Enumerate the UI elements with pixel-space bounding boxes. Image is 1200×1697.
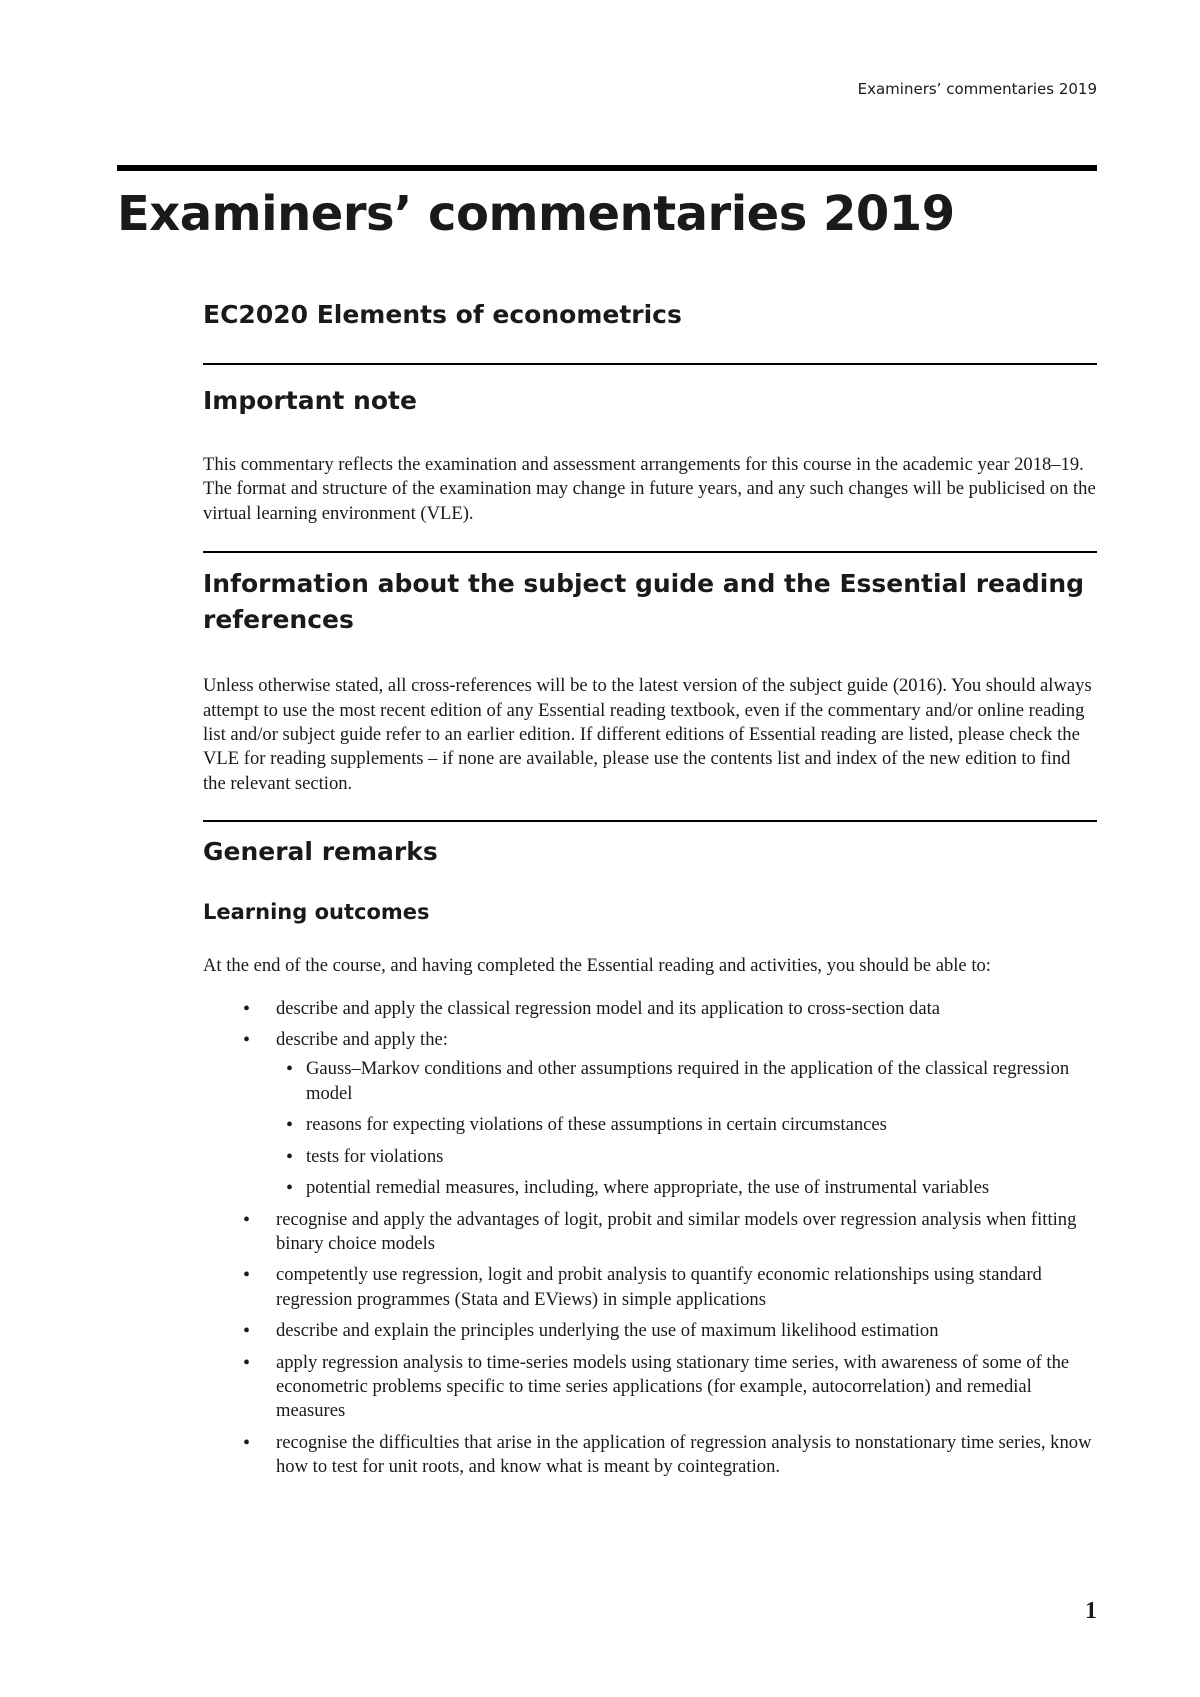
title-rule bbox=[117, 165, 1097, 171]
course-title: EC2020 Elements of econometrics bbox=[203, 300, 682, 329]
learning-outcomes-heading: Learning outcomes bbox=[203, 900, 430, 925]
list-item: • describe and apply the classical regression model and its application to cross-section data bbox=[276, 997, 1097, 1021]
sub-list-item: • Gauss–Markov conditions and other assumptions required in the application of the classical regression model bbox=[306, 1057, 1097, 1106]
page-number: 1 bbox=[1085, 1598, 1097, 1624]
list-item: • competently use regression, logit and probit analysis to quantify economic relationships using standard regression programmes (Stata and EViews) in simple applications bbox=[276, 1263, 1097, 1312]
document-body bbox=[203, 300, 1097, 1487]
section-divider bbox=[203, 363, 1097, 365]
sub-outcomes-list bbox=[276, 1057, 1097, 1200]
document-title: Examiners’ commentaries 2019 bbox=[117, 186, 955, 242]
sub-list-item: • tests for violations bbox=[306, 1145, 1097, 1169]
section-divider bbox=[203, 820, 1097, 822]
learning-outcomes-intro: At the end of the course, and having completed the Essential reading and activities, you should be able to: bbox=[203, 955, 991, 977]
running-header: Examiners’ commentaries 2019 bbox=[857, 80, 1097, 98]
list-item: • recognise and apply the advantages of logit, probit and similar models over regression analysis when fitting binary choice models bbox=[276, 1208, 1097, 1257]
list-item: • apply regression analysis to time-series models using stationary time series, with awareness of some of the econometric problems specific to time series applications (for example, autocorrelation) and remedial measures bbox=[276, 1351, 1097, 1424]
sub-list-item: • potential remedial measures, including, where appropriate, the use of instrumental variables bbox=[306, 1176, 1097, 1200]
general-remarks-heading: General remarks bbox=[203, 837, 438, 867]
learning-outcomes-list bbox=[203, 997, 1097, 1480]
list-item: • recognise the difficulties that arise in the application of regression analysis to nonstationary time series, know how to test for unit roots, and know what is meant by cointegration. bbox=[276, 1431, 1097, 1480]
sub-list-item: • reasons for expecting violations of these assumptions in certain circumstances bbox=[306, 1113, 1097, 1137]
important-note-text: This commentary reflects the examination and assessment arrangements for this course in the academic year 2018–19. The format and structure of the examination may change in future years, and any such changes will be publicised on the virtual learning environment (VLE). bbox=[203, 454, 1096, 524]
important-note-heading: Important note bbox=[203, 386, 417, 415]
info-section-heading: Information about the subject guide and the Essential reading references bbox=[203, 569, 1085, 635]
info-section-text: Unless otherwise stated, all cross-references will be to the latest version of the subject guide (2016). You should always attempt to use the most recent edition of any Essential reading textbook, even if the commentary and/or online reading list and/or subject guide refer to an earlier edition. If different editions of Essential reading are listed, please check the VLE for reading supplements – if none are available, please use the contents list and index of the new edition to find the relevant section. bbox=[203, 675, 1092, 794]
list-item: • describe and explain the principles underlying the use of maximum likelihood estimation bbox=[276, 1319, 1097, 1343]
list-item: • describe and apply the: • Gauss–Markov conditions and other assumptions required in the application of the classical regression model • reasons for expecting violations of these assumptions in certain circumstances • tests for violations • potential remedial measures, including, where appropriate, the use of instrumental variables bbox=[276, 1028, 1097, 1200]
section-divider bbox=[203, 551, 1097, 553]
